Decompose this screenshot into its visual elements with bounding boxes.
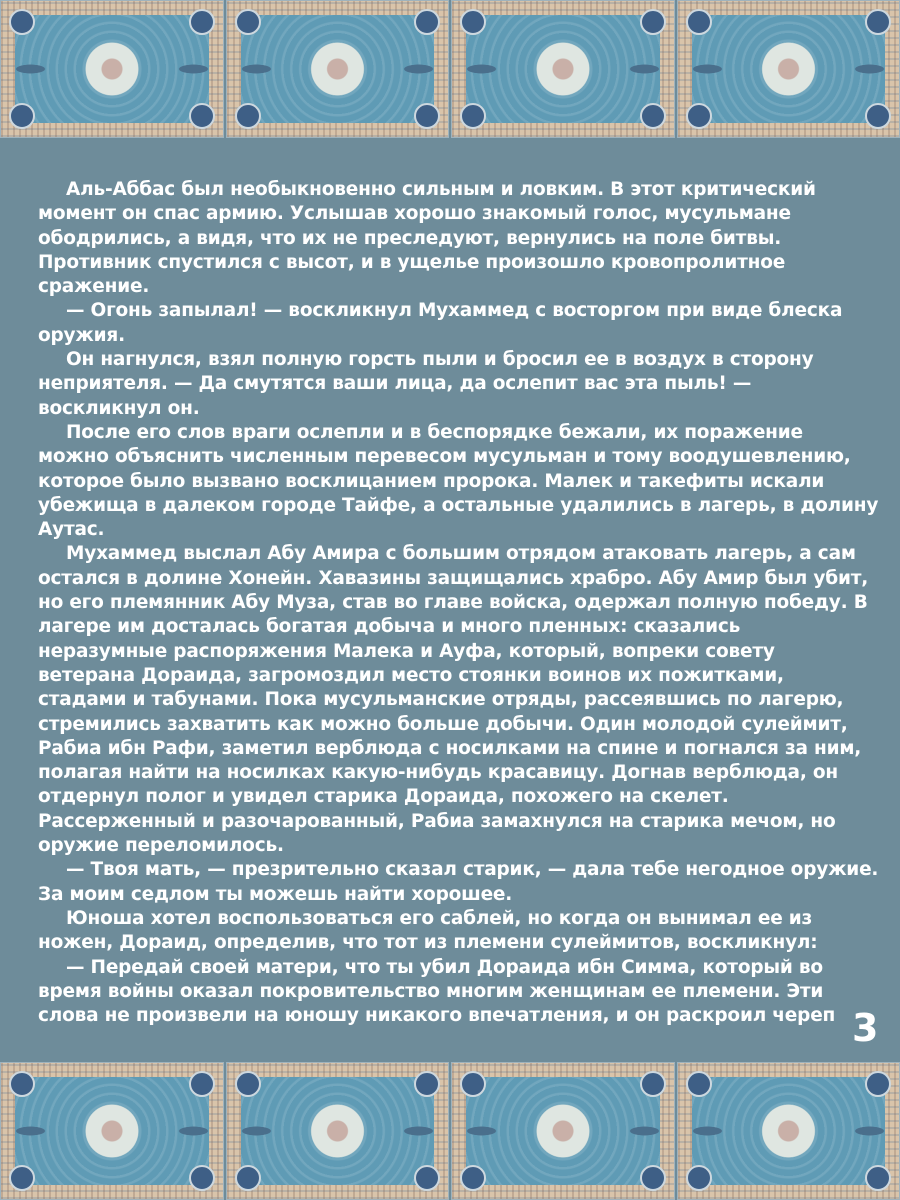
text-line: Противник спустился с высот, и в ущелье произошло кровопролитное (38, 251, 786, 273)
text-line: неприятеля. — Да смутятся ваши лица, да ослепит вас эта пыль! — (38, 373, 752, 395)
text-line: Аутас. (38, 519, 105, 541)
carpet-corner-ornament (460, 9, 486, 35)
body-text (38, 178, 878, 1028)
carpet-corner-ornament (414, 9, 440, 35)
text-line: остался в долине Хонейн. Хавазины защищались храбро. Абу Амир был убит, (38, 567, 869, 589)
carpet-image (0, 0, 224, 138)
text-line: Юноша хотел воспользоваться его саблей, но когда он вынимал ее из (66, 907, 813, 929)
text-line: но его племянник Абу Муза, став во главе войска, одержал полную победу. В (38, 592, 868, 614)
carpet-corner-ornament (640, 103, 666, 129)
carpet-corner-ornament (686, 9, 712, 35)
carpet-corner-ornament (460, 1071, 486, 1097)
carpet-corner-ornament (9, 1071, 35, 1097)
carpet-corner-ornament (865, 103, 891, 129)
text-line: время войны оказал покровительство многим женщинам ее племени. Эти (38, 980, 824, 1002)
carpet-corner-ornament (460, 103, 486, 129)
text-line: — Передай своей матери, что ты убил Дораида ибн Симма, который во (66, 956, 823, 978)
carpet-corner-ornament (640, 1165, 666, 1191)
text-line: можно объяснить численным перевесом мусульман и тому воодушевлению, (38, 446, 851, 468)
text-line: Аль-Аббас был необыкновенно сильным и ловким. В этот критический (66, 179, 816, 200)
carpet-corner-ornament (189, 1071, 215, 1097)
carpet-corner-ornament (189, 9, 215, 35)
text-line: За моим седлом ты можешь найти хорошее. (38, 883, 513, 905)
paragraph (38, 178, 878, 299)
text-line: После его слов враги ослепли и в беспорядке бежали, их поражение (66, 421, 803, 443)
carpet-corner-ornament (189, 103, 215, 129)
carpet-image (226, 1062, 450, 1200)
carpet-corner-ornament (414, 1071, 440, 1097)
text-line: момент он спас армию. Услышав хорошо знакомый голос, мусульмане (38, 203, 791, 225)
carpet-corner-ornament (460, 1165, 486, 1191)
text-line: полагая найти на носилках какую-нибудь красавицу. Догнав верблюда, он (38, 762, 839, 784)
paragraph (38, 858, 878, 907)
text-line: Рабиа ибн Рафи, заметил верблюда с носилками на спине и погнался за ним, (38, 737, 862, 759)
text-line: стремились захватить как можно больше добычи. Один молодой сулеймит, (38, 713, 848, 735)
carpet-corner-ornament (235, 9, 261, 35)
text-line: Рассерженный и разочарованный, Рабиа замахнулся на старика мечом, но (38, 810, 836, 832)
carpet-corner-ornament (9, 103, 35, 129)
paragraph (38, 421, 878, 542)
carpet-corner-ornament (640, 1071, 666, 1097)
paragraph (38, 956, 878, 1029)
paragraph (38, 907, 878, 956)
carpet-corner-ornament (235, 1165, 261, 1191)
text-line: лагере им досталась богатая добыча и много пленных: сказались (38, 616, 741, 638)
text-line: Мухаммед выслал Абу Амира с большим отрядом атаковать лагерь, а сам (66, 543, 856, 565)
carpet-corner-ornament (686, 1071, 712, 1097)
carpet-corner-ornament (865, 1165, 891, 1191)
text-line: — Огонь запылал! — воскликнул Мухаммед с восторгом при виде блеска (66, 300, 843, 322)
page-number: 3 (852, 1006, 879, 1050)
paragraph (38, 299, 878, 348)
carpet-banner-top (0, 0, 900, 138)
carpet-corner-ornament (686, 103, 712, 129)
carpet-corner-ornament (9, 1165, 35, 1191)
carpet-corner-ornament (414, 1165, 440, 1191)
carpet-corner-ornament (686, 1165, 712, 1191)
carpet-corner-ornament (865, 9, 891, 35)
carpet-corner-ornament (235, 1071, 261, 1097)
carpet-image (0, 1062, 224, 1200)
carpet-banner-bottom (0, 1062, 900, 1200)
carpet-image (677, 1062, 900, 1200)
carpet-corner-ornament (9, 9, 35, 35)
carpet-corner-ornament (865, 1071, 891, 1097)
text-line: слова не произвели на юношу никакого впечатления, и он раскроил череп (38, 1005, 836, 1027)
carpet-corner-ornament (189, 1165, 215, 1191)
carpet-corner-ornament (414, 103, 440, 129)
carpet-image (677, 0, 900, 138)
text-line: отдернул полог и увидел старика Дораида, похожего на скелет. (38, 786, 729, 808)
text-line: воскликнул он. (38, 397, 200, 419)
text-line: неразумные распоряжения Малека и Ауфа, который, вопреки совету (38, 640, 775, 662)
text-line: ободрились, а видя, что их не преследуют, вернулись на поле битвы. (38, 227, 782, 249)
carpet-image (451, 1062, 675, 1200)
text-line: стадами и табунами. Пока мусульманские отряды, рассеявшись по лагерю, (38, 689, 844, 711)
text-line: убежища в далеком городе Тайфе, а остальные удалились в лагерь, в долину (38, 494, 879, 516)
text-line: — Твоя мать, — презрительно сказал старик, — дала тебе негодное оружие. (66, 859, 879, 881)
text-line: оружие переломилось. (38, 835, 284, 857)
carpet-image (451, 0, 675, 138)
text-line: ножен, Дораид, определив, что тот из племени сулеймитов, воскликнул: (38, 932, 818, 954)
paragraph (38, 542, 878, 858)
text-line: Он нагнулся, взял полную горсть пыли и бросил ее в воздух в сторону (66, 349, 814, 371)
text-line: ветерана Дораида, загромоздил место стоянки воинов их пожитками, (38, 664, 784, 686)
carpet-corner-ornament (640, 9, 666, 35)
paragraph (38, 348, 878, 421)
text-line: сражение. (38, 276, 150, 298)
carpet-corner-ornament (235, 103, 261, 129)
carpet-image (226, 0, 450, 138)
text-line: которое было вызвано восклицанием пророка. Малек и такефиты искали (38, 470, 825, 492)
text-line: оружия. (38, 324, 125, 346)
